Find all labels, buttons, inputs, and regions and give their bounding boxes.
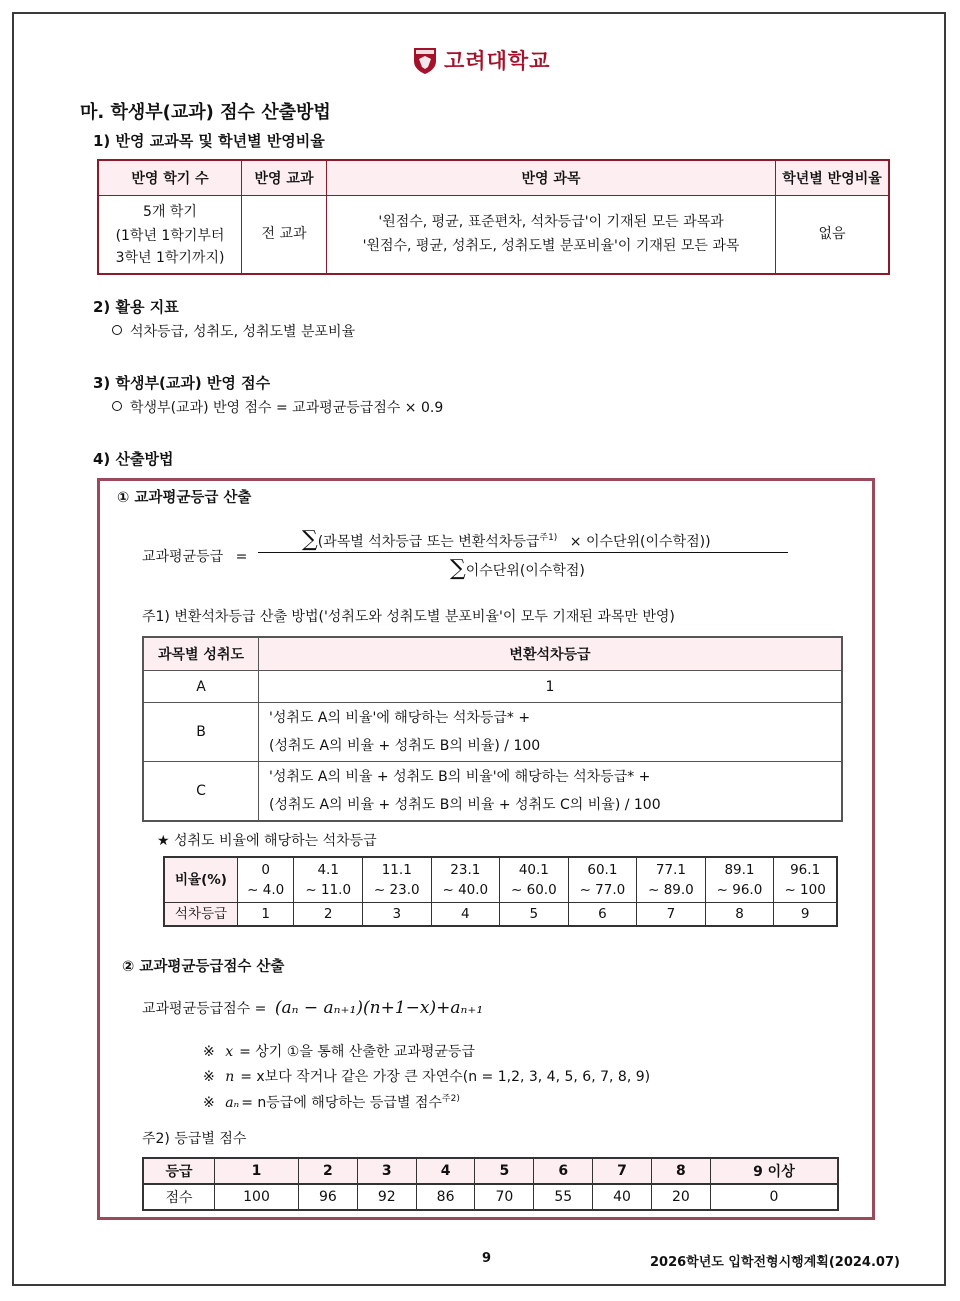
score-cell: 70 [475,1184,534,1210]
table-row [143,703,842,762]
grade-cell: 9 이상 [710,1158,838,1184]
ratio-row [164,857,837,903]
crest-icon [412,45,438,75]
conversion-table-header [143,637,842,671]
s3-title: 3) 학생부(교과) 반영 점수 [93,374,271,392]
grade-cell: 7 [593,1158,652,1184]
note-var: n [225,1069,235,1085]
th-ratio: 학년별 반영비율 [776,160,890,196]
reflection-table-row [98,196,889,274]
rank-cell: 2 [294,903,363,927]
rank-cell: 8 [705,903,774,927]
formula-equals: = [235,549,248,565]
s4-title: 4) 산출방법 [93,450,174,468]
ratio-cell [637,857,706,903]
ratio-cell [238,857,294,903]
step2-note [203,1066,650,1086]
ratio-to: ~ 4.0 [247,882,285,898]
th-achievement: 과목별 성취도 [143,637,259,671]
note-mark: ※ [203,1044,215,1060]
formula-denominator [450,556,585,581]
ratio-from: 4.1 [317,862,339,878]
numerator-text: (과목별 석차등급 또는 변환석차등급 [317,534,540,550]
note-mark: ※ [203,1095,215,1111]
s2-title: 2) 활용 지표 [93,298,179,316]
ratio-cell [568,857,637,903]
rank-cell: 5 [500,903,569,927]
th-semesters: 반영 학기 수 [98,160,242,196]
s3-item [112,397,443,417]
grade-cell: 2 [299,1158,358,1184]
ratio-to: ~ 23.0 [373,882,420,898]
score-cell: 55 [534,1184,593,1210]
step2-note [203,1041,475,1061]
ratio-to: ~ 89.0 [648,882,694,898]
cell-grade: B [143,703,259,762]
cell-subject-area: 전 교과 [242,196,327,274]
score-cell: 92 [357,1184,416,1210]
ratio-to: ~ 100 [784,882,826,898]
formula-lhs [142,546,247,566]
score-cell: 86 [416,1184,475,1210]
rank-cell: 9 [774,903,837,927]
numerator-rest: × 이수단위(이수학점)) [569,534,711,550]
semesters-line: (1학년 1학기부터 [115,228,225,245]
ratio-from: 0 [261,862,271,878]
grade-score-table [142,1157,839,1211]
ratio-from: 40.1 [518,862,549,878]
th-subjects: 반영 과목 [327,160,776,196]
grade-cell: 8 [651,1158,710,1184]
th-subject-area: 반영 교과 [242,160,327,196]
rank-label: 석차등급 [164,903,238,927]
cell-conversion [259,762,843,822]
rank-cell: 6 [568,903,637,927]
page-number: 9 [482,1251,492,1266]
conversion-line: (성취도 A의 비율 + 성취도 B의 비율 + 성취도 C의 비율) / 100 [269,797,661,813]
rank-cell: 7 [637,903,706,927]
logo-text: 고려대학교 [444,49,551,73]
ratio-from: 23.1 [450,862,481,878]
th-converted-rank: 변환석차등급 [259,637,843,671]
grade-score-formula [142,998,483,1018]
document-title: 2026학년도 입학전형시행계획(2024.07) [650,1255,900,1270]
score-row [143,1184,838,1210]
note-var: x [225,1044,234,1060]
note-sup: 주2) [441,1094,460,1104]
score-cell: 0 [710,1184,838,1210]
ratio-to: ~ 77.0 [579,882,626,898]
rank-cell: 4 [431,903,500,927]
conversion-line: '성취도 A의 비율 + 성취도 B의 비율'에 해당하는 석차등급* + [269,769,651,785]
formula-expression: (aₙ − aₙ₊₁)(n+1−x)+aₙ₊₁ [274,998,484,1018]
grade-cell: 4 [416,1158,475,1184]
cell-subjects [327,196,776,274]
score-label: 점수 [143,1184,215,1210]
rank-cell: 1 [238,903,294,927]
formula-label: 교과평균등급점수 = [142,1001,267,1017]
bullet-circle-icon [112,401,122,411]
s2-item [112,321,355,341]
s1-title: 1) 반영 교과목 및 학년별 반영비율 [93,132,325,150]
note-text: = x보다 작거나 같은 가장 큰 자연수(n = 1,2, 3, 4, 5, 6, 7, 8, 9) [240,1069,651,1085]
rank-cell: 3 [362,903,431,927]
ratio-cell [431,857,500,903]
ratio-to: ~ 11.0 [305,882,352,898]
fraction-line [258,552,788,553]
cell-conversion [259,703,843,762]
rank-row [164,903,837,927]
sigma-symbol: ∑ [302,527,318,552]
subjects-line: '원점수, 평균, 성취도, 성취도별 분포비율'이 기재된 모든 과목 [362,238,740,255]
cell-ratio: 없음 [776,196,890,274]
reflection-table [97,159,890,275]
ratio-cell [774,857,837,903]
ratio-to: ~ 96.0 [716,882,763,898]
note1: 주1) 변환석차등급 산출 방법('성취도와 성취도별 분포비율'이 모두 기재된 과목만 반영) [142,609,675,625]
table-row [143,671,842,703]
grade-label: 등급 [143,1158,215,1184]
grade-cell: 3 [357,1158,416,1184]
ratio-from: 11.1 [381,862,412,878]
ratio-from: 60.1 [587,862,618,878]
sigma-symbol: ∑ [450,556,466,581]
score-cell: 96 [299,1184,358,1210]
grade-cell: 5 [475,1158,534,1184]
cell-conversion: 1 [259,671,843,703]
step2-note [203,1091,460,1112]
grade-cell: 6 [534,1158,593,1184]
numerator-sup: 주1) [539,533,558,543]
grade-row [143,1158,838,1184]
conversion-line: (성취도 A의 비율 + 성취도 B의 비율) / 100 [269,738,541,754]
cell-grade: A [143,671,259,703]
ratio-rank-table [163,856,838,927]
s2-item-text: 석차등급, 성취도, 성취도별 분포비율 [130,324,356,340]
cell-grade: C [143,762,259,822]
note-text: = n등급에 해당하는 등급별 점수 [241,1095,442,1111]
bullet-circle-icon [112,325,122,335]
ratio-from: 77.1 [655,862,686,878]
ratio-to: ~ 60.0 [511,882,557,898]
note-text: = 상기 ①을 통해 산출한 교과평균등급 [239,1044,475,1060]
ratio-from: 89.1 [724,862,755,878]
semesters-line: 3학년 1학기까지) [115,250,225,267]
ratio-label: 비율(%) [164,857,238,903]
note2: 주2) 등급별 점수 [142,1131,247,1147]
step1-title: ① 교과평균등급 산출 [117,490,252,506]
ratio-to: ~ 40.0 [442,882,489,898]
formula-lhs-text: 교과평균등급 [142,549,224,565]
s3-item-text: 학생부(교과) 반영 점수 = 교과평균등급점수 × 0.9 [130,400,444,416]
star-note: ★ 성취도 비율에 해당하는 석차등급 [157,833,377,849]
score-cell: 40 [593,1184,652,1210]
university-logo [412,44,550,76]
note-var: aₙ [225,1095,240,1111]
ratio-cell [362,857,431,903]
score-cell: 100 [215,1184,299,1210]
subjects-line: '원점수, 평균, 표준편차, 석차등급'이 기재된 모든 과목과 [378,214,724,231]
conversion-line: '성취도 A의 비율'에 해당하는 석차등급* + [269,710,531,726]
ratio-cell [705,857,774,903]
table-row [143,762,842,822]
section-title: 마. 학생부(교과) 점수 산출방법 [80,102,331,123]
cell-semesters [98,196,242,274]
semesters-line: 5개 학기 [143,204,197,221]
grade-cell: 1 [215,1158,299,1184]
ratio-cell [500,857,569,903]
score-cell: 20 [651,1184,710,1210]
ratio-cell [294,857,363,903]
ratio-from: 96.1 [790,862,821,878]
conversion-table [142,636,843,822]
note-mark: ※ [203,1069,215,1085]
denominator-text: 이수단위(이수학점) [465,563,585,579]
formula-numerator [302,527,711,552]
step2-title: ② 교과평균등급점수 산출 [122,959,285,975]
reflection-table-header [98,160,889,196]
